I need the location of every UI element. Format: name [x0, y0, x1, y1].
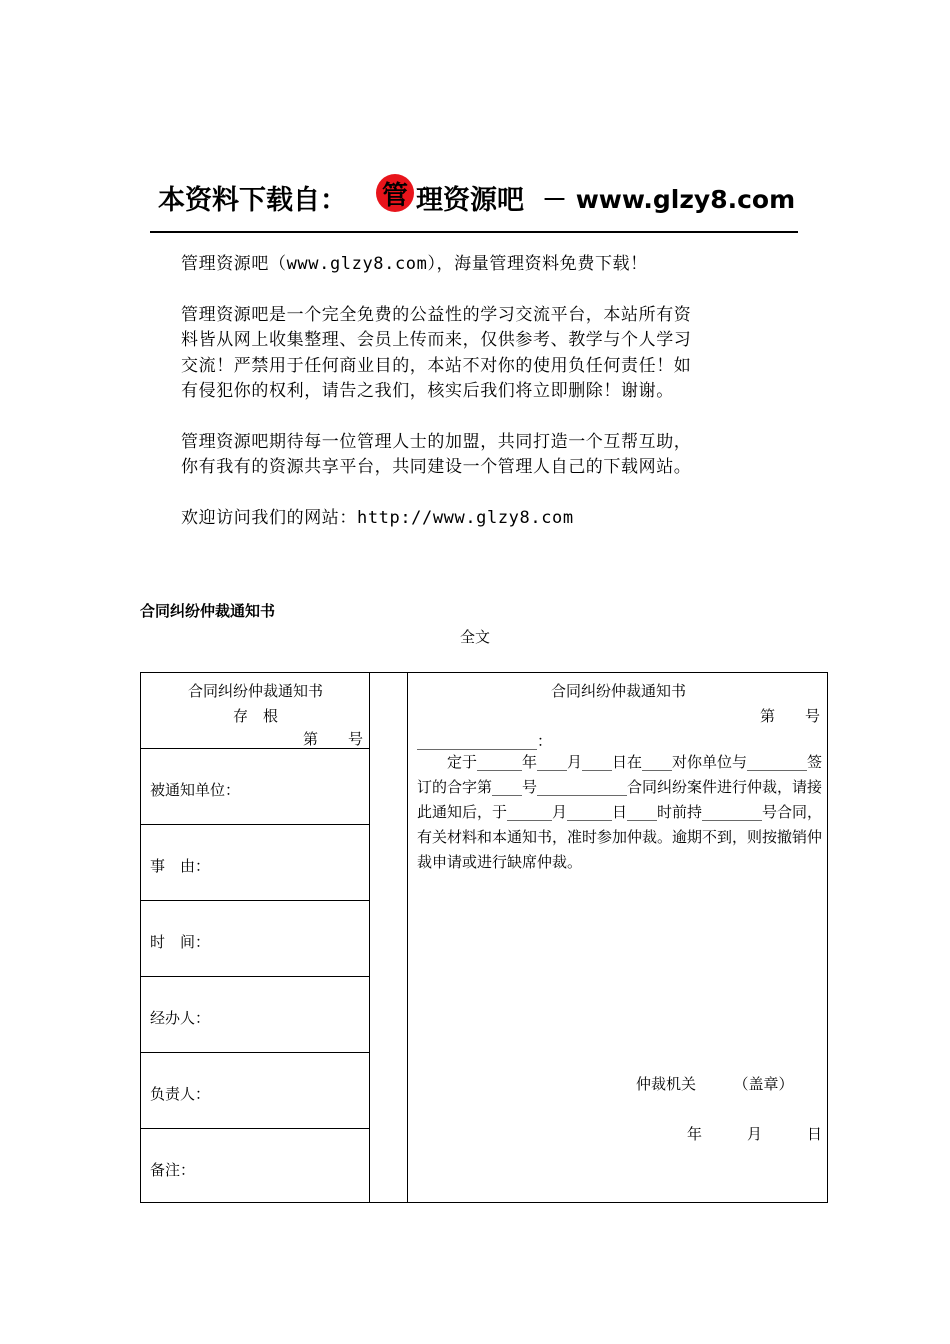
notice-arbitration-org: 仲裁机关 （盖章）	[636, 1075, 794, 1093]
stub-title-block	[141, 679, 370, 729]
intro-line: 交流！严禁用于任何商业目的，本站不对你的使用负任何责任！如	[181, 355, 692, 376]
field-handler: 经办人：	[150, 1009, 211, 1027]
notice-number: 第 号	[759, 707, 820, 725]
stub-subtitle: 存 根	[232, 707, 278, 725]
column-divider	[369, 673, 370, 1202]
intro-block	[181, 252, 781, 531]
welcome-link[interactable]: 欢迎访问我们的网站：http://www.glzy8.com	[181, 507, 574, 528]
banner-divider	[150, 231, 798, 233]
field-notified-unit: 被通知单位：	[150, 781, 241, 799]
notice-title: 合同纠纷仲裁通知书	[550, 682, 686, 700]
notice-date: 年 月 日	[687, 1125, 823, 1143]
row-divider	[141, 976, 370, 977]
row-divider	[141, 748, 370, 749]
site-banner	[158, 172, 798, 216]
intro-line: 管理资源吧是一个完全免费的公益性的学习交流平台，本站所有资	[181, 304, 692, 325]
intro-line: 有侵犯你的权利，请告之我们，核实后我们将立即删除！谢谢。	[181, 381, 674, 401]
banner-url[interactable]: － www.glzy8.com	[542, 185, 796, 214]
intro-paragraph-3	[181, 430, 781, 481]
stub-number: 第 号	[302, 730, 363, 748]
document-subheading: 全文	[459, 628, 490, 646]
intro-line: 你有我有的资源共享平台，共同建设一个管理人自己的下载网站。	[181, 457, 692, 477]
field-responsible-person: 负责人：	[150, 1085, 211, 1103]
intro-line: 料皆从网上收集整理、会员上传而来，仅供参考、教学与个人学习	[181, 330, 692, 350]
intro-line: 管理资源吧期待每一位管理人士的加盟，共同打造一个互帮互助，	[181, 431, 692, 452]
field-reason: 事 由：	[150, 857, 211, 875]
notice-body: 定于______年____月____日在____对你单位与________签订的合字第____号____________合同纠纷案件进行仲裁，请接此通知后，于______月______日____时前持________号合同，有关材料和本通知书，准时参加仲裁。逾期不到，则按撤销仲裁申请或进行缺席仲裁。	[417, 753, 823, 871]
banner-prefix: 本资料下载自：	[158, 185, 347, 216]
notice-addressee: ________________：	[417, 732, 553, 750]
arbitration-notice-form	[140, 672, 828, 1203]
stub-title: 合同纠纷仲裁通知书	[187, 682, 323, 700]
document-heading: 合同纠纷仲裁通知书	[140, 602, 276, 620]
banner-brand: 理资源吧	[416, 185, 524, 216]
intro-line: 管理资源吧（www.glzy8.com），海量管理资料免费下载！	[181, 254, 648, 274]
row-divider	[141, 824, 370, 825]
row-divider	[141, 1052, 370, 1053]
row-divider	[141, 900, 370, 901]
logo-icon: 管	[376, 174, 414, 212]
field-remarks: 备注：	[150, 1161, 196, 1179]
field-time: 时 间：	[150, 933, 211, 951]
column-divider	[407, 673, 408, 1202]
row-divider	[141, 1128, 370, 1129]
intro-paragraph-2	[181, 303, 781, 405]
